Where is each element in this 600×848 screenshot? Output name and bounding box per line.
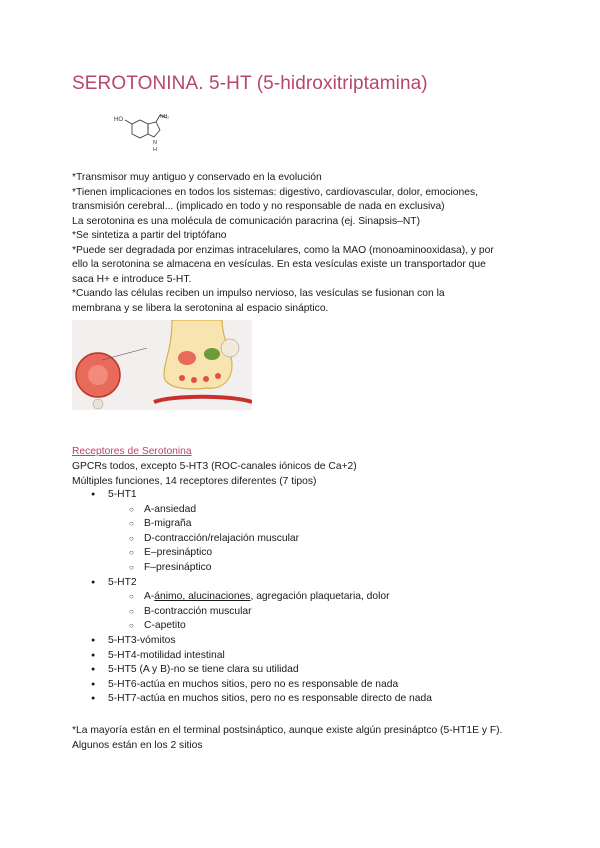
intro-line: *Tienen implicaciones en todos los sistemas: digestivo, cardiovascular, dolor, emociones, — [72, 186, 478, 198]
list-item-label: 5-HT1 — [108, 489, 137, 500]
intro-line: membrana y se libera la serotonina al espacio sináptico. — [72, 302, 329, 314]
sublist-item: ○ B-contracción muscular — [108, 605, 532, 620]
list-item-5ht2 — [72, 576, 532, 634]
receptors-heading-link[interactable]: Receptores de Serotonina — [72, 446, 192, 457]
sublist-item: ○ C-apetito — [108, 619, 532, 634]
molecule-label-ho: HO — [114, 117, 123, 123]
receptors-summary — [72, 460, 357, 489]
intro-line: saca H+ e introduce 5-HT. — [72, 273, 192, 285]
molecule-label-nh2: NH₂ — [160, 114, 170, 120]
sublist-item: ○ D-contracción/relajación muscular — [108, 532, 532, 547]
page-title: SEROTONINA. 5-HT (5-hidroxitriptamina) — [72, 73, 428, 94]
sublist-item: ○ B-migraña — [108, 517, 532, 532]
list-item-5ht1 — [72, 488, 532, 576]
item-suffix: , agregación plaquetaria, dolor — [250, 591, 390, 603]
list-item: ● 5-HT3-vómitos — [72, 634, 532, 649]
molecule-label-h: H — [153, 147, 157, 153]
intro-line: ello la serotonina se almacena en vesículas. En esta vesículas existe un transportador que — [72, 259, 486, 270]
molecule-label-n: N — [153, 140, 157, 146]
summary-line: Múltiples funciones, 14 receptores diferentes (7 tipos) — [72, 475, 317, 487]
footnote: *La mayoría están en el terminal postsináptico, aunque existe algún presináptco (5-HT1E y F). Algunos están en los 2 sitios — [72, 725, 503, 751]
intro-line: transmisión cerebral... (implicado en todo y no responsable de nada en exclusiva) — [72, 201, 445, 212]
sublist-item: ○ A-ansiedad — [108, 503, 532, 518]
list-item: ● 5-HT7-actúa en muchos sitios, pero no es responsable directo de nada — [72, 692, 532, 707]
intro-line: *Puede ser degradada por enzimas intracelulares, como la MAO (monoaminooxidasa), y por — [72, 244, 494, 256]
intro-line: *Cuando las células reciben un impulso nervioso, las vesículas se fusionan con la — [72, 288, 445, 299]
intro-line: La serotonina es una molécula de comunicación paracrina (ej. Sinapsis–NT) — [72, 215, 420, 227]
summary-line: GPCRs todos, excepto 5-HT3 (ROC-canales iónicos de Ca+2) — [72, 461, 357, 472]
list-item: ● 5-HT4-motilidad intestinal — [72, 649, 532, 664]
list-item: ● 5-HT5 (A y B)-no se tiene clara su utilidad — [72, 663, 532, 678]
item-prefix: A- — [144, 591, 155, 603]
sublist-item — [108, 590, 532, 605]
sublist-item: ○ E–presináptico — [108, 546, 532, 561]
intro-line: *Se sintetiza a partir del triptófano — [72, 230, 227, 241]
item-underlined-text: ánimo, alucinaciones — [154, 591, 251, 603]
list-item-label: 5-HT2 — [108, 576, 137, 588]
sublist-item: ○ F–presináptico — [108, 561, 532, 576]
list-item: ● 5-HT6-actúa en muchos sitios, pero no es responsable de nada — [72, 678, 532, 693]
intro-text — [72, 171, 532, 316]
synapse-diagram-image — [72, 320, 252, 410]
serotonin-molecule-structure-icon — [112, 110, 172, 160]
receptor-list — [72, 488, 532, 707]
intro-line: *Transmisor muy antiguo y conservado en la evolución — [72, 172, 322, 183]
